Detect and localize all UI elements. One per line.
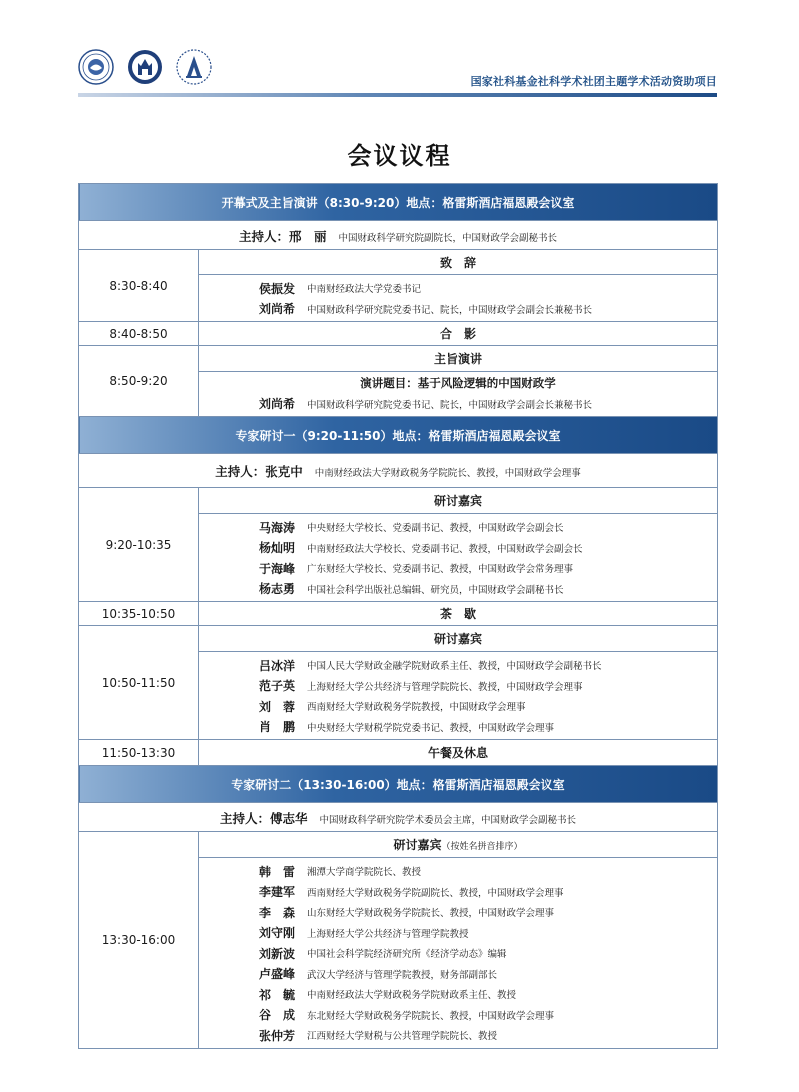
host-row-panel1: 主持人：张克中 中南财经政法大学财政税务学院院长、教授，中国财政学会理事 xyxy=(79,454,718,488)
header-divider xyxy=(78,93,717,97)
time-slot: 9:20-10:35 xyxy=(79,488,199,602)
item-title: 主旨演讲 xyxy=(199,346,718,372)
guest-list xyxy=(199,652,718,740)
list-item: 刘尚希 中国财政科学研究院党委书记、院长，中国财政学会副会长兼秘书长 xyxy=(258,302,593,317)
list-item: 刘守刚 上海财经大学公共经济与管理学院教授 xyxy=(258,926,469,941)
list-item: 刘新波 中国社会科学院经济研究所《经济学动态》编辑 xyxy=(258,946,507,961)
table-row xyxy=(79,602,718,626)
speech-topic: 演讲题目：基于风险逻辑的中国财政学 xyxy=(199,372,718,394)
list-item: 祁 毓 中南财经政法大学财政税务学院财政系主任、教授 xyxy=(258,987,517,1002)
speaker-list xyxy=(199,394,718,417)
list-item: 刘 蓉 西南财经大学财政税务学院教授，中国财政学会理事 xyxy=(258,699,526,714)
list-item: 谷 成 东北财经大学财政税务学院院长、教授，中国财政学会理事 xyxy=(258,1008,555,1023)
list-item: 马海涛 中央财经大学校长、党委副书记、教授，中国财政学会副会长 xyxy=(258,520,564,535)
table-row xyxy=(79,832,718,858)
item-title: 研讨嘉宾（按姓名拼音排序） xyxy=(199,832,718,858)
table-row xyxy=(79,626,718,652)
emblem-icon xyxy=(127,49,163,85)
list-item: 张仲芳 江西财经大学财税与公共管理学院院长、教授 xyxy=(258,1028,498,1043)
guest-list xyxy=(199,514,718,602)
page-header xyxy=(0,0,799,100)
sort-note: （按姓名拼音排序） xyxy=(441,842,523,852)
time-slot: 13:30-16:00 xyxy=(79,832,199,1049)
list-item: 于海峰 广东财经大学校长、党委副书记、教授，中国财政学会常务理事 xyxy=(258,561,574,576)
list-item: 卢盛峰 武汉大学经济与管理学院教授，财务部副部长 xyxy=(258,967,498,982)
time-slot: 8:30-8:40 xyxy=(79,250,199,322)
table-row xyxy=(79,322,718,346)
list-item: 杨志勇 中国社会科学出版社总编辑、研究员，中国财政学会副秘书长 xyxy=(258,582,564,597)
table-row xyxy=(79,488,718,514)
speaker-list xyxy=(199,275,718,322)
item-title: 合 影 xyxy=(199,322,718,346)
table-row xyxy=(79,250,718,275)
item-title: 午餐及休息 xyxy=(199,740,718,766)
host-name: 邢 丽 xyxy=(288,228,327,244)
host-title: 中南财经政法大学财政税务学院院长、教授，中国财政学会理事 xyxy=(314,468,581,479)
list-item: 刘尚希 中国财政科学研究院党委书记、院长，中国财政学会副会长兼秘书长 xyxy=(258,397,593,412)
agenda-table xyxy=(78,183,718,1049)
section-heading-panel2: 专家研讨二（13:30-16:00）地点：格雷斯酒店福恩殿会议室 xyxy=(79,766,718,803)
host-name: 傅志华 xyxy=(269,810,308,826)
list-item: 杨灿明 中南财经政法大学校长、党委副书记、教授，中国财政学会副会长 xyxy=(258,541,583,556)
item-title: 致 辞 xyxy=(199,250,718,275)
host-title: 中国财政科学研究院副院长，中国财政学会副秘书长 xyxy=(338,232,558,244)
time-slot: 8:50-9:20 xyxy=(79,346,199,417)
time-slot: 8:40-8:50 xyxy=(79,322,199,346)
item-title: 研讨嘉宾 xyxy=(199,626,718,652)
list-item: 范子英 上海财经大学公共经济与管理学院院长、教授，中国财政学会理事 xyxy=(258,679,583,694)
section-heading-panel1: 专家研讨一（9:20-11:50）地点：格雷斯酒店福恩殿会议室 xyxy=(79,417,718,454)
page-title: 会议议程 xyxy=(347,142,452,170)
list-item: 李建军 西南财经大学财政税务学院副院长、教授，中国财政学会理事 xyxy=(258,885,564,900)
table-row xyxy=(79,346,718,372)
list-item: 李 森 山东财经大学财政税务学院院长、教授，中国财政学会理事 xyxy=(258,905,555,920)
project-title: 国家社科基金社科学术社团主题学术活动资助项目 xyxy=(470,75,717,88)
host-row-opening: 主持人：邢 丽 中国财政科学研究院副院长，中国财政学会副秘书长 xyxy=(79,221,718,250)
list-item: 侯振发 中南财经政法大学党委书记 xyxy=(258,281,422,296)
host-row-panel2: 主持人：傅志华 中国财政科学研究院学术委员会主席，中国财政学会副秘书长 xyxy=(79,803,718,832)
seal-icon xyxy=(78,49,114,85)
table-row xyxy=(79,740,718,766)
tower-emblem-icon xyxy=(176,49,212,85)
guest-list xyxy=(199,858,718,1049)
time-slot: 10:35-10:50 xyxy=(79,602,199,626)
list-item: 肖 鹏 中央财经大学财税学院党委书记、教授，中国财政学会理事 xyxy=(258,720,555,735)
list-item: 吕冰洋 中国人民大学财政金融学院财政系主任、教授，中国财政学会副秘书长 xyxy=(258,658,602,673)
item-title: 茶 歇 xyxy=(199,602,718,626)
time-slot: 11:50-13:30 xyxy=(79,740,199,766)
time-slot: 10:50-11:50 xyxy=(79,626,199,740)
list-item: 韩 雷 湘潭大学商学院院长、教授 xyxy=(258,864,422,879)
host-name: 张克中 xyxy=(265,464,303,479)
item-title: 研讨嘉宾 xyxy=(199,488,718,514)
host-title: 中国财政科学研究院学术委员会主席，中国财政学会副秘书长 xyxy=(319,814,577,826)
section-heading-opening: 开幕式及主旨演讲（8:30-9:20）地点：格雷斯酒店福恩殿会议室 xyxy=(79,184,718,221)
